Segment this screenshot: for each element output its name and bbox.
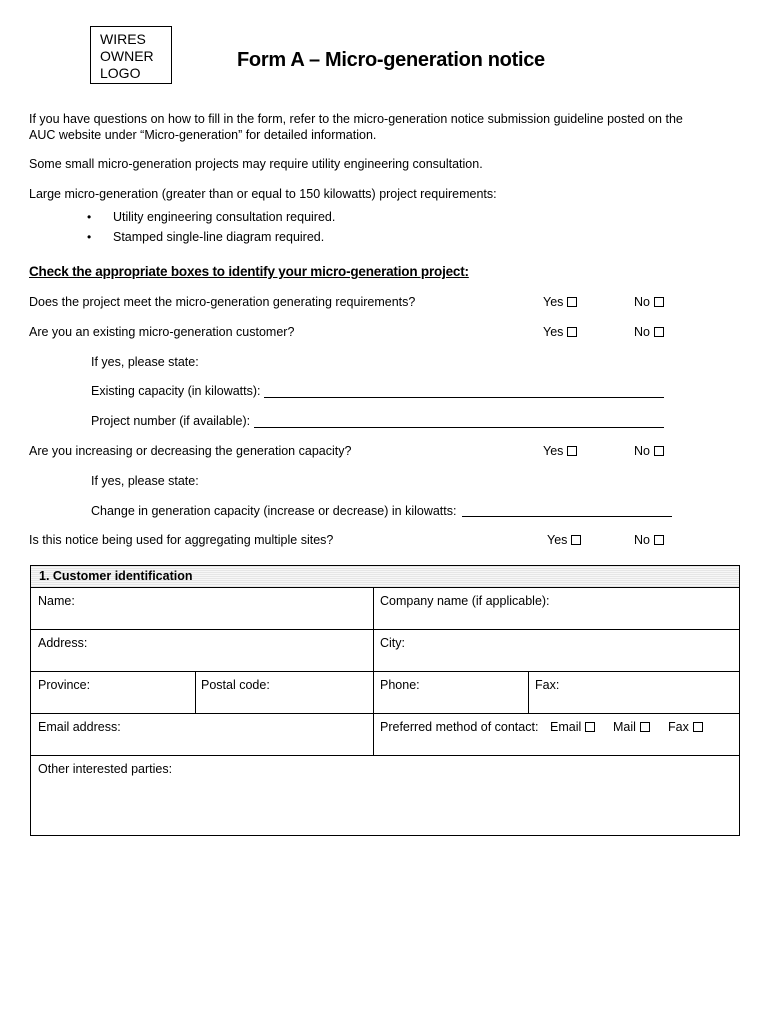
- section-heading: 1. Customer identification: [31, 566, 739, 587]
- contact-fax-option: [668, 720, 703, 734]
- question-meets-requirements: Does the project meet the micro-generation generating requirements?: [29, 295, 416, 309]
- customer-identification-table: [30, 565, 740, 836]
- capacity-change-field[interactable]: [462, 516, 672, 517]
- name-field-label[interactable]: Name:: [38, 594, 75, 608]
- yes-label: Yes: [543, 325, 564, 339]
- row-divider: [31, 755, 739, 756]
- preferred-contact-label: Preferred method of contact:: [380, 720, 539, 734]
- q2-if-yes-label: If yes, please state:: [91, 355, 199, 369]
- q2-no-option: [634, 325, 664, 339]
- q3-no-checkbox[interactable]: [654, 446, 664, 456]
- no-label: No: [634, 325, 650, 339]
- question-existing-customer: Are you an existing micro-generation customer?: [29, 325, 295, 339]
- q3-no-option: [634, 444, 664, 458]
- contact-email-label: Email: [550, 720, 582, 734]
- row-divider: [31, 629, 739, 630]
- other-parties-field-label[interactable]: Other interested parties:: [38, 762, 173, 776]
- contact-email-option: [550, 720, 595, 734]
- contact-mail-checkbox[interactable]: [640, 722, 650, 732]
- yes-label: Yes: [543, 444, 564, 458]
- question-aggregating-sites: Is this notice being used for aggregating multiple sites?: [29, 533, 334, 547]
- column-divider: [373, 587, 374, 755]
- q2-yes-checkbox[interactable]: [567, 327, 577, 337]
- q1-yes-option: [543, 295, 577, 309]
- yes-label: Yes: [543, 295, 564, 309]
- intro-paragraph-3: Large micro-generation (greater than or equal to 150 kilowatts) project requirements:: [29, 187, 497, 201]
- row-divider: [31, 713, 739, 714]
- column-divider: [195, 671, 196, 713]
- intro-paragraph-1: [29, 111, 683, 143]
- q4-yes-option: [547, 533, 581, 547]
- q3-if-yes-label: If yes, please state:: [91, 474, 199, 488]
- q4-yes-checkbox[interactable]: [571, 535, 581, 545]
- phone-field-label[interactable]: Phone:: [380, 678, 420, 692]
- q3-yes-checkbox[interactable]: [567, 446, 577, 456]
- address-field-label[interactable]: Address:: [38, 636, 88, 650]
- bullet-icon: •: [87, 230, 92, 244]
- q1-no-checkbox[interactable]: [654, 297, 664, 307]
- contact-email-checkbox[interactable]: [585, 722, 595, 732]
- no-label: No: [634, 444, 650, 458]
- existing-capacity-label: Existing capacity (in kilowatts):: [91, 384, 261, 398]
- logo-line-1: WIRES: [100, 31, 146, 47]
- check-boxes-heading: Check the appropriate boxes to identify your micro-generation project:: [29, 264, 469, 279]
- contact-fax-checkbox[interactable]: [693, 722, 703, 732]
- row-divider: [31, 587, 739, 588]
- intro-paragraph-1-line-1: If you have questions on how to fill in the form, refer to the micro-generation notice submission guideline posted on the: [29, 112, 683, 126]
- bullet-icon: •: [87, 210, 92, 224]
- contact-fax-label: Fax: [668, 720, 689, 734]
- bullet-item: [87, 210, 336, 224]
- company-field-label[interactable]: Company name (if applicable):: [380, 594, 550, 608]
- wires-owner-logo: [90, 26, 172, 84]
- province-field-label[interactable]: Province:: [38, 678, 91, 692]
- contact-mail-label: Mail: [613, 720, 636, 734]
- capacity-change-label: Change in generation capacity (increase or decrease) in kilowatts:: [91, 504, 457, 518]
- q4-no-checkbox[interactable]: [654, 535, 664, 545]
- city-field-label[interactable]: City:: [380, 636, 405, 650]
- column-divider: [528, 671, 529, 713]
- q2-no-checkbox[interactable]: [654, 327, 664, 337]
- logo-line-2: OWNER: [100, 48, 154, 64]
- no-label: No: [634, 533, 650, 547]
- email-field-label[interactable]: Email address:: [38, 720, 121, 734]
- q1-yes-checkbox[interactable]: [567, 297, 577, 307]
- fax-field-label[interactable]: Fax:: [535, 678, 560, 692]
- form-title: Form A – Micro-generation notice: [237, 49, 545, 71]
- q1-no-option: [634, 295, 664, 309]
- bullet-text: Utility engineering consultation required.: [113, 210, 336, 224]
- intro-paragraph-1-line-2: AUC website under “Micro-generation” for detailed information.: [29, 128, 377, 142]
- existing-capacity-field[interactable]: [264, 397, 664, 398]
- logo-line-3: LOGO: [100, 65, 141, 81]
- yes-label: Yes: [547, 533, 568, 547]
- q2-yes-option: [543, 325, 577, 339]
- q3-yes-option: [543, 444, 577, 458]
- contact-mail-option: [613, 720, 650, 734]
- row-divider: [31, 671, 739, 672]
- no-label: No: [634, 295, 650, 309]
- question-capacity-change: Are you increasing or decreasing the generation capacity?: [29, 444, 352, 458]
- project-number-label: Project number (if available):: [91, 414, 251, 428]
- intro-paragraph-2: Some small micro-generation projects may require utility engineering consultation.: [29, 157, 483, 171]
- postal-code-field-label[interactable]: Postal code:: [201, 678, 270, 692]
- bullet-item: [87, 230, 325, 244]
- q4-no-option: [634, 533, 664, 547]
- bullet-text: Stamped single-line diagram required.: [113, 230, 325, 244]
- project-number-field[interactable]: [254, 427, 664, 428]
